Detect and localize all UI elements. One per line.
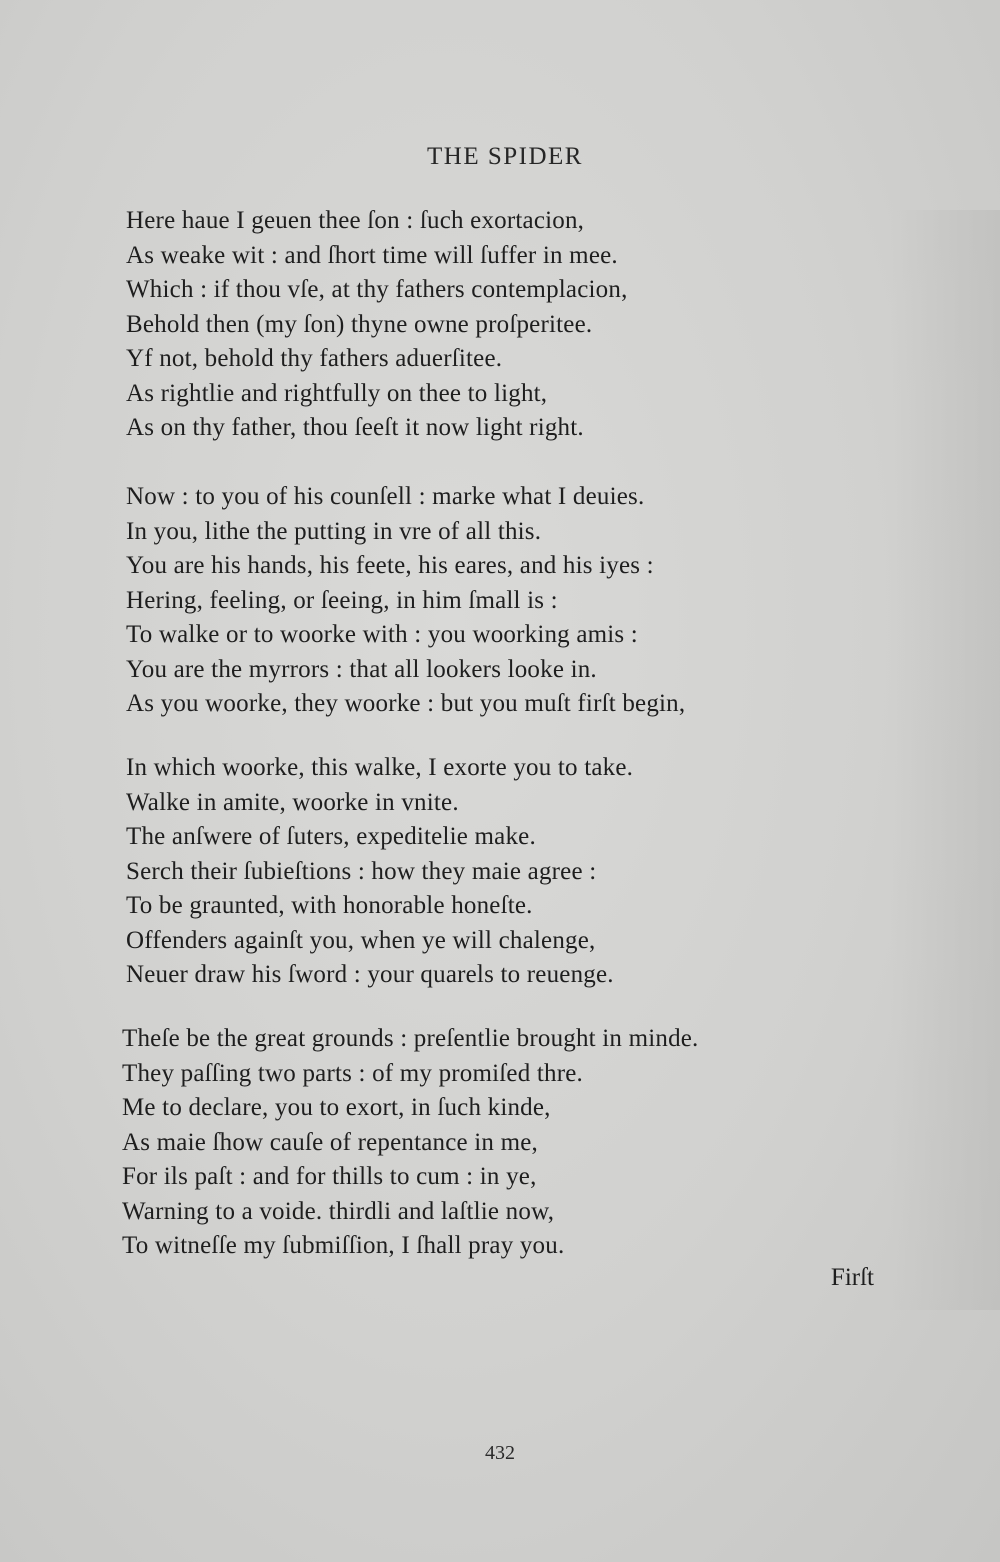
verse-line: The anſwere of ſuters, expeditelie make. [126, 823, 536, 850]
verse-line: As you woorke, they woorke : but you muſt firſt begin, [126, 690, 686, 717]
verse-line: To be graunted, with honorable honeſte. [126, 892, 533, 919]
stanza-3 [126, 751, 633, 993]
verse-line: Behold then (my ſon) thyne owne proſperitee. [126, 310, 593, 338]
verse-line: Offenders againſt you, when ye will chalenge, [126, 926, 596, 954]
verse-line: In you, lithe the putting in vre of all this. [126, 517, 542, 545]
verse-line: Walke in amite, woorke in vnite. [126, 788, 459, 816]
verse-line: Which : if thou vſe, at thy fathers contemplacion, [126, 276, 628, 303]
verse-line: Theſe be the great grounds : preſentlie brought in minde. [122, 1025, 699, 1052]
verse-line: To witneſſe my ſubmiſſion, I ſhall pray you. [122, 1232, 565, 1259]
verse-line: To walke or to woorke with : you woorking amis : [126, 621, 638, 648]
verse-line: Me to declare, you to exort, in ſuch kinde, [122, 1094, 551, 1121]
verse-line: Serch their ſubieſtions : how they maie agree : [126, 857, 597, 885]
verse-line: As rightlie and rightfully on thee to light, [126, 379, 548, 407]
verse-line: You are his hands, his feete, his eares, and his iyes : [126, 552, 654, 579]
catchword: Firſt [830, 1264, 874, 1291]
verse-line: Here haue I geuen thee ſon : ſuch exortacion, [126, 207, 585, 234]
verse-line: You are the myrrors : that all lookers looke in. [126, 655, 597, 683]
page-number: 432 [485, 1442, 515, 1464]
verse-line: Now : to you of his counſell : marke what I deuies. [126, 483, 645, 510]
show-through-shadow [890, 210, 1000, 1310]
verse-line: As on thy father, thou ſeeſt it now light right. [126, 414, 584, 441]
verse-line: In which woorke, this walke, I exorte you to take. [126, 754, 634, 781]
verse-line: As weake wit : and ſhort time will ſuffer in mee. [126, 241, 618, 269]
verse-line: As maie ſhow cauſe of repentance in me, [122, 1128, 538, 1156]
verse-line: Hering, feeling, or ſeeing, in him ſmall is : [126, 586, 558, 614]
verse-line: Warning to a voide. thirdli and laſtlie now, [122, 1197, 555, 1225]
verse-line: For ils paſt : and for thills to cum : in ye, [122, 1163, 537, 1190]
stanza-2 [126, 480, 685, 722]
verse-line: They paſſing two parts : of my promiſed thre. [122, 1059, 583, 1087]
stanza-4 [122, 1022, 699, 1264]
poem-title: THE SPIDER [427, 143, 583, 170]
verse-line: Neuer draw his ſword : your quarels to reuenge. [126, 961, 614, 988]
stanza-1 [126, 204, 628, 446]
verse-line: Yf not, behold thy fathers aduerſitee. [126, 345, 503, 372]
